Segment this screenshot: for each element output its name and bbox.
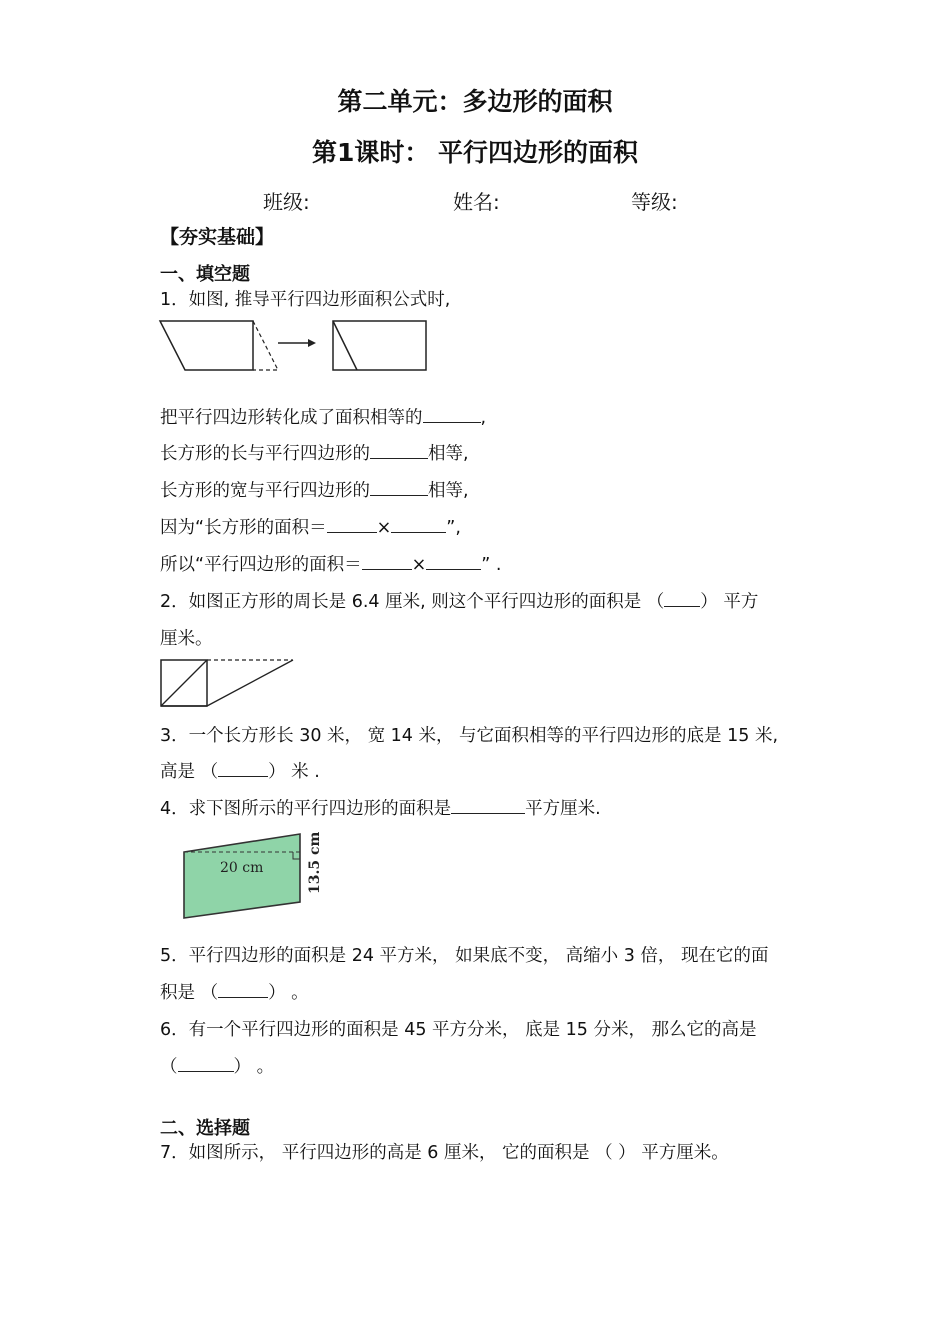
q1-line-4	[160, 514, 461, 539]
times-sign: ×	[411, 555, 427, 575]
q2-blank[interactable]	[664, 590, 700, 607]
q1-line-1	[160, 404, 486, 429]
question-1-stem: 1．如图, 推导平行四边形面积公式时,	[160, 290, 451, 310]
q4-base-label: 20 cm	[220, 860, 264, 876]
q4-height-label: 13.5 cm	[307, 831, 323, 894]
question-6-line-1: 6．有一个平行四边形的面积是 45 平方分米， 底是 15 分米， 那么它的高是	[160, 1020, 757, 1040]
q1-line-5	[160, 551, 501, 576]
q2-square-diagonal	[161, 660, 207, 706]
q5-text-end: ） 。	[268, 983, 309, 1003]
q1-line-4-end: ”,	[446, 518, 461, 538]
section-basic-heading: 【夯实基础】	[160, 226, 275, 248]
q1-line-3	[160, 477, 469, 502]
page-title: 第二单元：多边形的面积	[337, 87, 613, 116]
q1-parallelogram-shape	[160, 321, 253, 370]
question-3-line-2	[160, 758, 320, 783]
question-2-line-2: 厘米。	[160, 629, 213, 649]
q1-line-2-text: 长方形的长与平行四边形的	[160, 444, 370, 464]
q4-text-end: 平方厘米.	[525, 799, 601, 819]
question-4	[160, 795, 601, 820]
arrow-right-icon	[308, 339, 316, 347]
q1-blank-4[interactable]	[327, 516, 377, 533]
question-5-line-2	[160, 979, 309, 1004]
q6-text-end: ） 。	[233, 1057, 275, 1077]
section-choice-heading: 二、选择题	[160, 1118, 250, 1139]
q1-line-5-end: ” .	[481, 555, 502, 575]
q4-green-parallelogram-figure	[180, 828, 330, 922]
q2-text-end: ） 平方	[700, 592, 759, 612]
q1-rectangle-cut-line	[333, 321, 357, 370]
q1-cut-triangle-dashed	[253, 321, 278, 370]
q4-blank[interactable]	[451, 797, 525, 814]
q1-blank-1[interactable]	[423, 406, 481, 423]
q6-blank[interactable]	[178, 1055, 234, 1072]
question-6-line-2	[160, 1053, 274, 1078]
q5-blank[interactable]	[218, 981, 268, 998]
q1-blank-3[interactable]	[370, 479, 428, 496]
q1-blank-5[interactable]	[391, 516, 446, 533]
section-fill-blank-heading: 一、填空题	[160, 264, 250, 285]
q1-line-4-text: 因为“长方形的面积＝	[160, 518, 327, 538]
q1-blank-6[interactable]	[362, 553, 412, 570]
q3-blank[interactable]	[218, 760, 268, 777]
q4-text: 4．求下图所示的平行四边形的面积是	[160, 799, 452, 819]
q2-square-parallelogram-figure	[158, 657, 298, 709]
grade-label: 等级:	[631, 190, 678, 214]
lesson-subtitle: 第1课时： 平行四边形的面积	[311, 138, 639, 167]
question-3-line-1: 3．一个长方形长 30 米， 宽 14 米， 与它面积相等的平行四边形的底是 15 米,	[160, 726, 779, 746]
question-2-line-1	[160, 588, 758, 613]
q1-blank-2[interactable]	[370, 442, 428, 459]
q6-text: （	[160, 1057, 178, 1077]
class-label: 班级:	[263, 190, 310, 214]
times-sign: ×	[376, 518, 392, 538]
q1-line-1-end: ,	[480, 408, 487, 428]
q1-line-3-text: 长方形的宽与平行四边形的	[160, 481, 370, 501]
q1-blank-7[interactable]	[426, 553, 481, 570]
q1-line-5-text: 所以“平行四边形的面积＝	[160, 555, 362, 575]
name-label: 姓名:	[453, 190, 500, 214]
q2-text: 2．如图正方形的周长是 6.4 厘米, 则这个平行四边形的面积是 （	[160, 592, 665, 612]
q1-line-2-end: 相等,	[428, 444, 469, 464]
question-7: 7．如图所示， 平行四边形的高是 6 厘米， 它的面积是 （ ） 平方厘米。	[160, 1143, 729, 1163]
question-5-line-1: 5．平行四边形的面积是 24 平方米， 如果底不变， 高缩小 3 倍， 现在它的面	[160, 946, 769, 966]
q4-parallelogram-shape	[184, 834, 300, 918]
q1-rectangle-shape	[333, 321, 426, 370]
q1-line-1-text: 把平行四边形转化成了面积相等的	[160, 408, 423, 428]
q3-text-end: ） 米 .	[268, 762, 320, 782]
q2-parallelogram-side	[207, 660, 293, 706]
q1-line-3-end: 相等,	[428, 481, 469, 501]
q1-line-2	[160, 440, 469, 465]
q5-text: 积是 （	[160, 983, 219, 1003]
q3-text: 高是 （	[160, 762, 219, 782]
q1-transform-figure	[158, 318, 430, 374]
